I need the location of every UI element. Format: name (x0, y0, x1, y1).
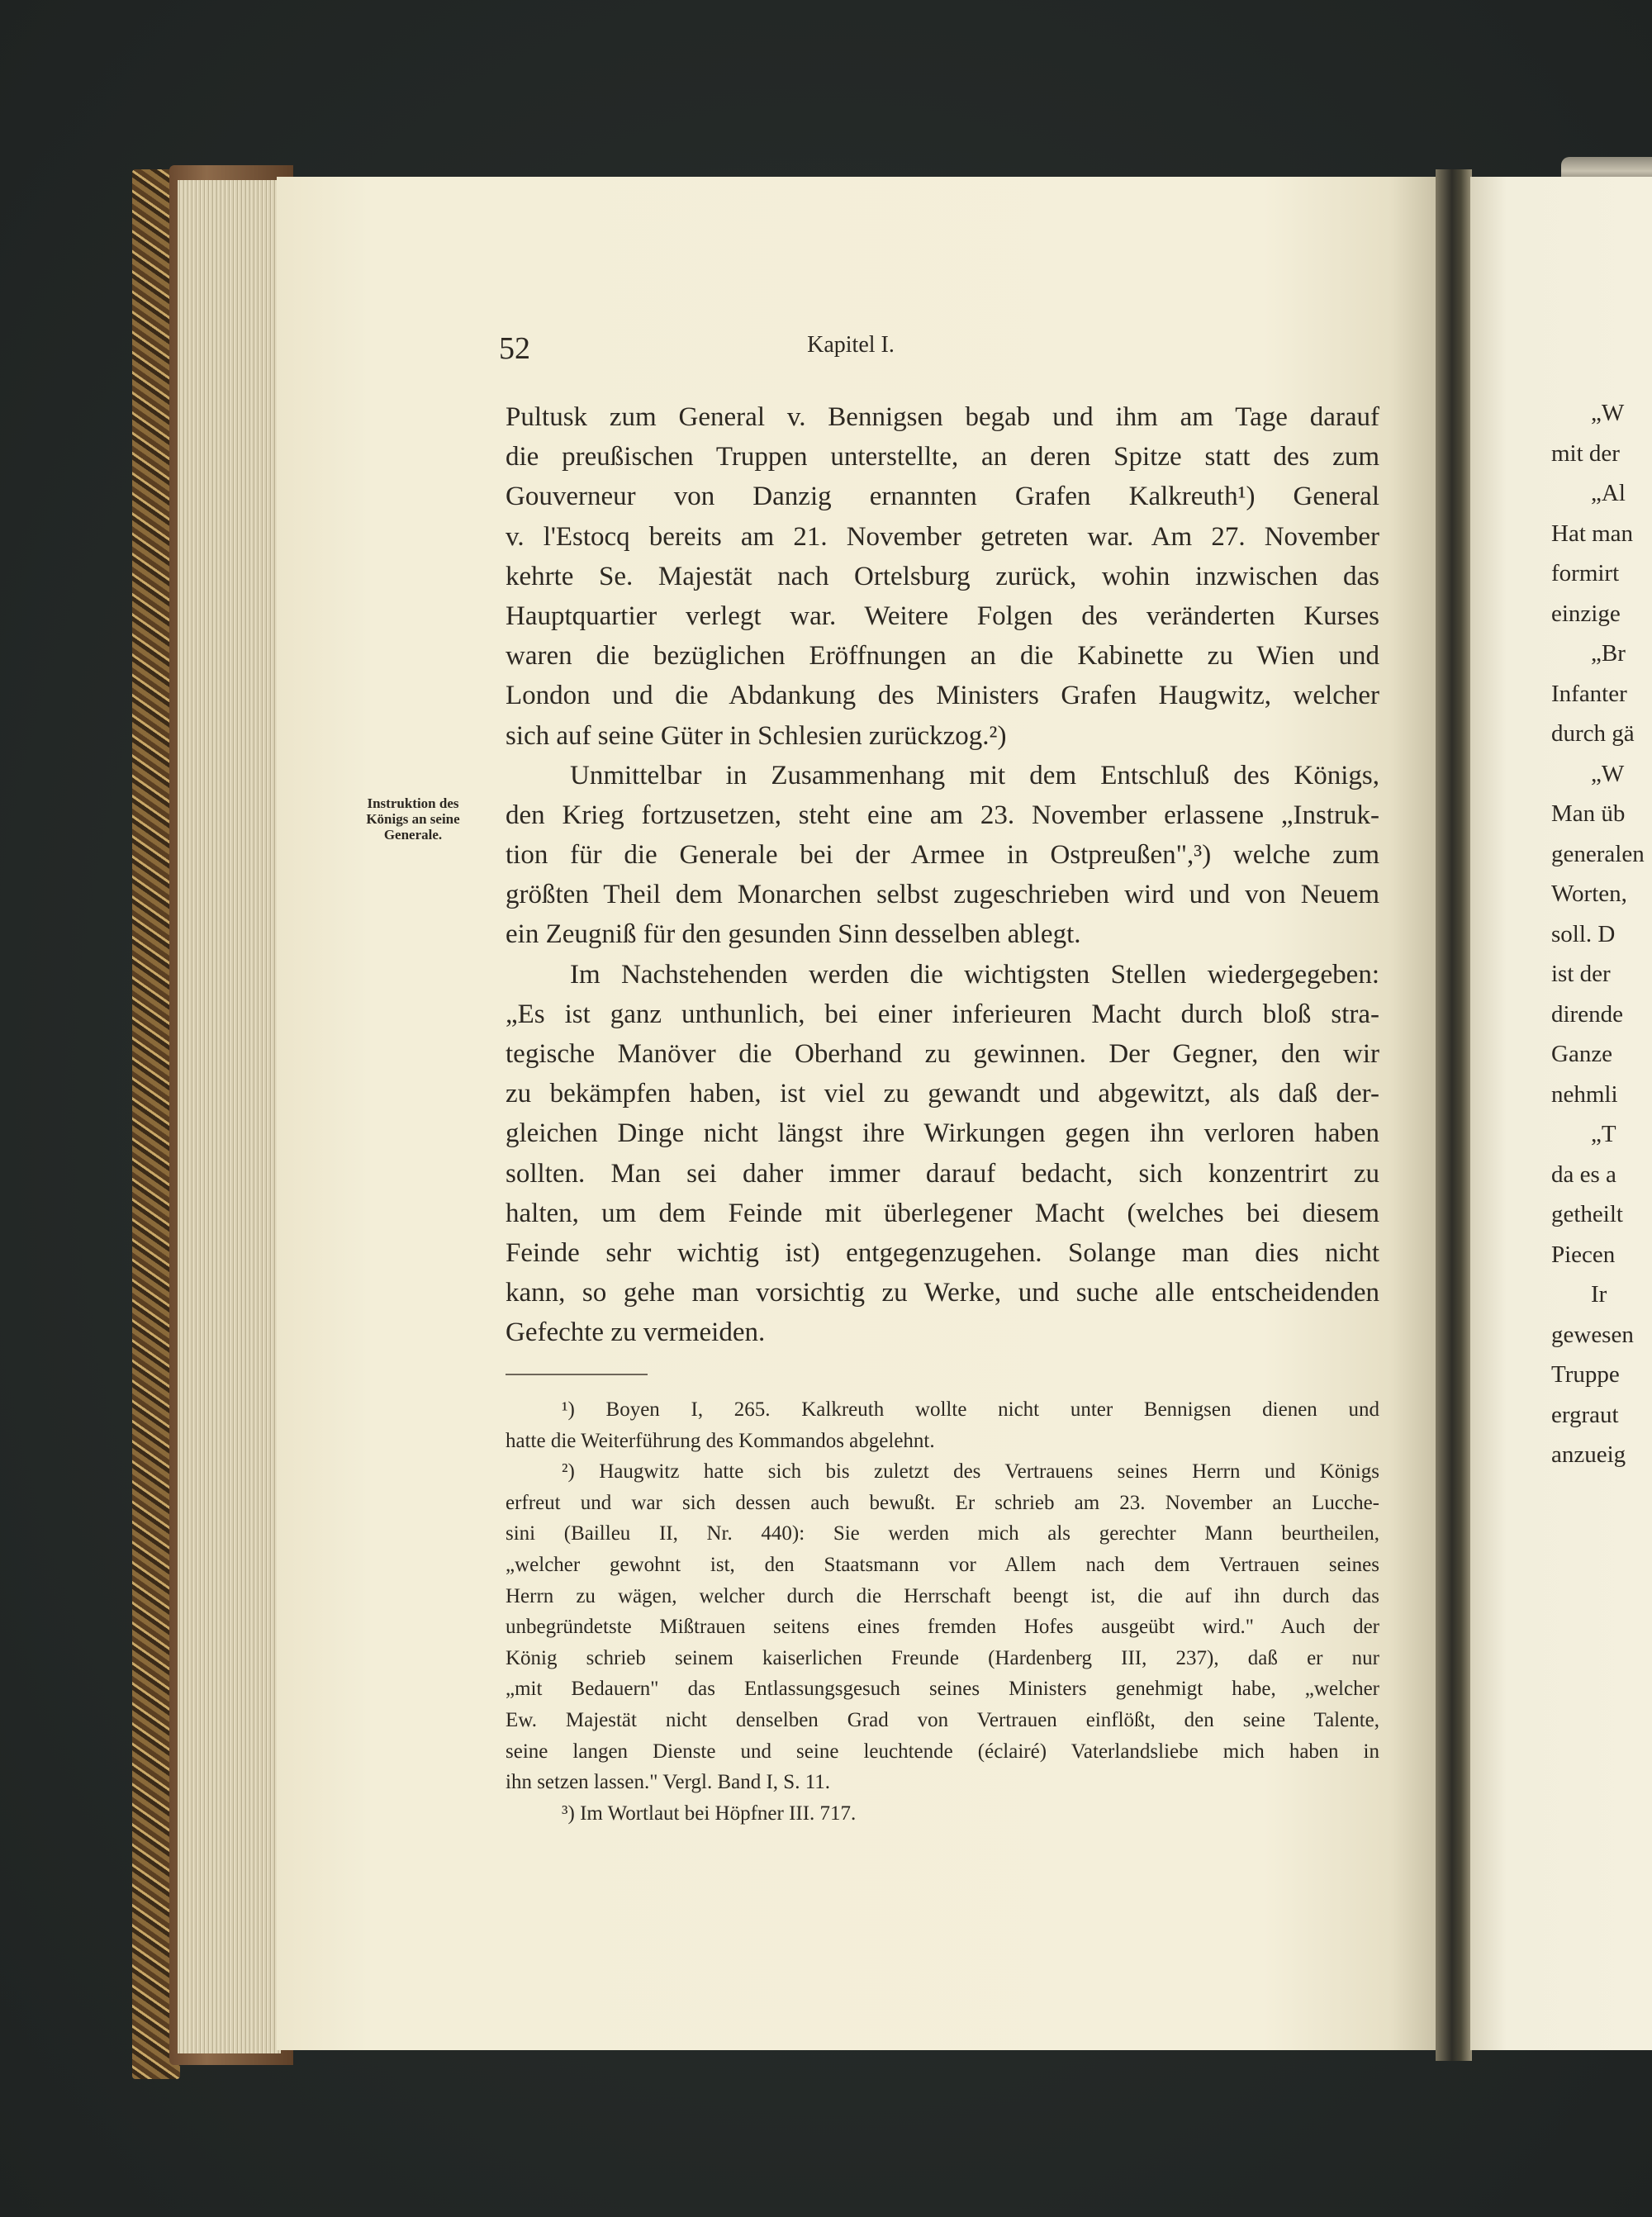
footnote-line: „mit Bedauern" das Entlassungsgesuch seines Ministers genehmigt habe, „welcher (506, 1678, 1379, 1701)
body-text (506, 397, 1379, 1353)
body-line: v. l'Estocq bereits am 21. November getreten war. Am 27. November (506, 521, 1379, 552)
right-page-line: Infanter (1551, 680, 1627, 707)
footnote-line: unbegründetste Mißtrauen seitens eines fremden Hofes ausgeübt wird." Auch der (506, 1616, 1379, 1639)
right-page-line: generalen (1551, 840, 1645, 867)
right-page-line: nehmli (1551, 1080, 1618, 1108)
body-line: Pultusk zum General v. Bennigsen begab und ihm am Tage darauf (506, 402, 1379, 432)
book-gutter (1436, 169, 1472, 2061)
right-page-line: Hat man (1551, 520, 1634, 547)
right-page-line: Ir (1591, 1281, 1607, 1308)
right-page-line: „W (1591, 760, 1625, 787)
right-page-line: Piecen (1551, 1241, 1616, 1268)
right-page-text (1551, 393, 1645, 1475)
body-line: Im Nachstehenden werden die wichtigsten Stellen wiedergegeben: (570, 959, 1379, 990)
right-page-line: Ganze (1551, 1041, 1613, 1067)
margin-note-line: Instruktion des (367, 795, 459, 811)
running-head: Kapitel I. (807, 332, 895, 358)
footnote-line: erfreut und war sich dessen auch bewußt. Er schrieb am 23. November an Lucche- (506, 1491, 1379, 1514)
right-page-line: „Br (1591, 640, 1626, 667)
page-edges (178, 180, 281, 2053)
right-page-line: soll. D (1551, 920, 1616, 947)
body-line: sollten. Man sei daher immer darauf bedacht, sich konzentrirt zu (506, 1158, 1379, 1189)
right-page-line: anzueig (1551, 1441, 1626, 1468)
footnote-line: ihn setzen lassen." Vergl. Band I, S. 11. (506, 1771, 831, 1794)
right-page-line: „Al (1591, 480, 1626, 506)
body-line: den Krieg fortzusetzen, steht eine am 23. November erlassene „Instruk- (506, 800, 1379, 830)
footnote-line: hatte die Weiterführung des Kommandos abgelehnt. (506, 1429, 935, 1452)
body-line: Hauptquartier verlegt war. Weitere Folgen des veränderten Kurses (506, 601, 1379, 631)
footnote-line: sini (Bailleu II, Nr. 440): Sie werden mich als gerechter Mann beurtheilen, (506, 1522, 1379, 1545)
footnote-divider (506, 1374, 648, 1375)
right-page-line: Worten, (1551, 881, 1627, 907)
right-page-line: getheilt (1551, 1201, 1623, 1227)
right-page (1470, 177, 1652, 2050)
body-line: Gouverneur von Danzig ernannten Grafen Kalkreuth¹) General (506, 482, 1379, 512)
body-line: ein Zeugniß für den gesunden Sinn desselben ablegt. (506, 919, 1081, 950)
footnote-line: ³) Im Wortlaut bei Höpfner III. 717. (562, 1802, 857, 1825)
footnote-line: König schrieb seinem kaiserlichen Freunde (Hardenberg III, 237), daß er nur (506, 1646, 1379, 1669)
body-line: Feinde sehr wichtig ist) entgegenzugehen. Solange man dies nicht (506, 1237, 1379, 1268)
margin-note-line: Königs an seine (366, 811, 460, 827)
body-line: sich auf seine Güter in Schlesien zurückzog.²) (506, 720, 1007, 751)
right-page-line: Man üb (1551, 800, 1626, 827)
body-line: waren die bezüglichen Eröffnungen an die Kabinette zu Wien und (506, 641, 1379, 672)
right-page-line: durch gä (1551, 720, 1635, 747)
footnotes (506, 1394, 1379, 1829)
right-page-line: dirende (1551, 1000, 1623, 1028)
right-page-line: formirt (1551, 560, 1620, 586)
footnote-line: „welcher gewohnt ist, den Staatsmann vor Allem nach dem Vertrauen seines (506, 1553, 1379, 1576)
right-page-line: da es a (1551, 1161, 1616, 1188)
right-page-line: ergraut (1551, 1401, 1619, 1428)
footnote-line: ²) Haugwitz hatte sich bis zuletzt des Vertrauens seines Herrn und Königs (562, 1460, 1379, 1484)
body-line: „Es ist ganz unthunlich, bei einer inferieuren Macht durch bloß stra- (506, 999, 1379, 1029)
body-line: Unmittelbar in Zusammenhang mit dem Entschluß des Königs, (570, 760, 1379, 790)
body-line: tion für die Generale bei der Armee in Ostpreußen",³) welche zum (506, 840, 1379, 871)
body-line: größten Theil dem Monarchen selbst zugeschrieben wird und von Neuem (506, 880, 1379, 910)
body-line: die preußischen Truppen unterstellte, an deren Spitze statt des zum (506, 442, 1379, 472)
body-line: halten, um dem Feinde mit überlegener Macht (welches bei diesem (506, 1198, 1379, 1228)
margin-note-line: Generale. (383, 827, 443, 843)
footnote-line: seine langen Dienste und seine leuchtende (éclairé) Vaterlandsliebe mich haben in (506, 1740, 1379, 1763)
body-line: tegische Manöver die Oberhand zu gewinnen. Der Gegner, den wir (506, 1039, 1379, 1069)
right-page-line: ist der (1551, 961, 1611, 987)
margin-note (355, 795, 471, 843)
page-number: 52 (499, 331, 530, 366)
right-page-line: gewesen (1551, 1321, 1634, 1348)
right-page-line: „W (1591, 400, 1625, 426)
body-line: kehrte Se. Majestät nach Ortelsburg zurück, wohin inzwischen das (506, 561, 1379, 591)
right-page-line: „T (1591, 1121, 1616, 1147)
body-line: Gefechte zu vermeiden. (506, 1317, 766, 1348)
body-line: kann, so gehe man vorsichtig zu Werke, und suche alle entscheidenden (506, 1278, 1379, 1308)
right-page-line: Truppe (1551, 1361, 1620, 1388)
right-page-line: mit der (1551, 439, 1620, 467)
footnote-line: Ew. Majestät nicht denselben Grad von Vertrauen einflößt, den seine Talente, (506, 1708, 1379, 1731)
body-line: zu bekämpfen haben, ist viel zu gewandt und abgewitzt, als daß der- (506, 1079, 1379, 1109)
footnote-line: ¹) Boyen I, 265. Kalkreuth wollte nicht unter Bennigsen dienen und (562, 1398, 1379, 1421)
body-line: gleichen Dinge nicht längst ihre Wirkungen gegen ihn verloren haben (506, 1118, 1379, 1149)
right-page-line: einzige (1551, 600, 1621, 627)
body-line: London und die Abdankung des Ministers Grafen Haugwitz, welcher (506, 681, 1379, 711)
footnote-line: Herrn zu wägen, welcher durch die Herrschaft beengt ist, die auf ihn durch das (506, 1584, 1379, 1607)
